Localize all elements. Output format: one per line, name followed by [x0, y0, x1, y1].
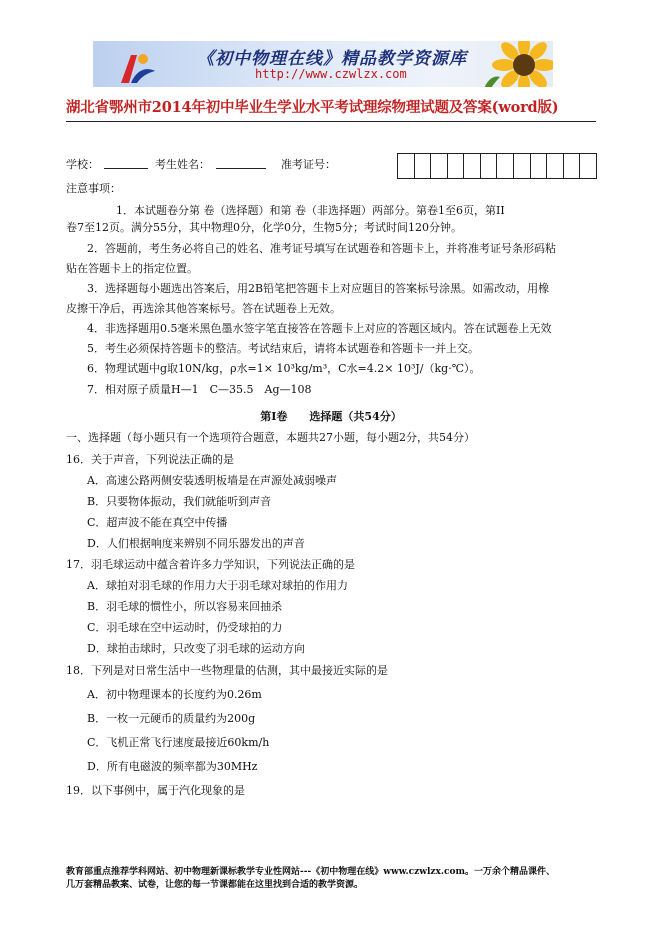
- notice-item: 5．考生必须保持答题卡的整洁。考试结束后，请将本试题卷和答题卡一并上交。: [87, 342, 479, 355]
- question-option: A．高速公路两侧安装透明板墙是在声源处减弱噪声: [87, 474, 337, 487]
- question-stem: 17．羽毛球运动中蕴含着许多力学知识，下列说法正确的是: [66, 558, 355, 571]
- question-stem: 16．关于声音，下列说法正确的是: [66, 453, 234, 466]
- notice-item: 2．答题前，考生务必将自己的姓名、准考证号填写在试题卷和答题卡上，并将准考证号条形码粘: [87, 242, 556, 255]
- notice-item: 1．本试题卷分第 卷（选择题）和第 卷（非选择题）两部分。第卷1至6页，第II: [116, 204, 505, 217]
- question-option: A．球拍对羽毛球的作用力大于羽毛球对球拍的作用力: [87, 579, 348, 592]
- name-blank: [216, 168, 266, 169]
- question-option: C．飞机正常飞行速度最接近60km/h: [87, 736, 270, 749]
- title-divider: [66, 121, 596, 122]
- notice-item: 卷7至12页。满分55分，其中物理0分，化学0分，生物5分；考试时间120分钟。: [66, 221, 462, 234]
- footer-line: 几万套精品教案、试卷，让您的每一节课都能在这里找到合适的教学资源。: [66, 880, 364, 890]
- footer-line: 教育部重点推荐学科网站、初中物理新课标教学专业性网站---《初中物理在线》www.czwlzx.com。一万余个精品课件、: [66, 867, 556, 877]
- question-option: B．只要物体振动，我们就能听到声音: [87, 495, 272, 508]
- section-intro: 一、选择题（每小题只有一个选项符合题意，本题共27小题，每小题2分，共54分）: [66, 431, 475, 444]
- question-stem: 19．以下事例中，属于汽化现象的是: [66, 784, 245, 797]
- question-option: D．人们根据响度来辨别不同乐器发出的声音: [87, 537, 305, 550]
- question-option: D．球拍击球时，只改变了羽毛球的运动方向: [87, 642, 305, 655]
- question-stem: 18．下列是对日常生活中一些物理量的估测，其中最接近实际的是: [66, 664, 388, 677]
- notice-item: 3．选择题每小题选出答案后，用2B铅笔把答题卡上对应题目的答案标号涂黑。如需改动，用橡: [87, 282, 550, 295]
- section-title: 第Ⅰ卷 选择题（共54分）: [260, 410, 402, 423]
- page-title: 湖北省鄂州市2014年初中毕业生学业水平考试理综物理试题及答案(word版): [66, 99, 559, 116]
- header-banner: [93, 41, 553, 87]
- banner-url: http://www.czwlzx.com: [255, 67, 407, 81]
- question-option: B．一枚一元硬币的质量约为200g: [87, 712, 256, 725]
- notice-heading: 注意事项：: [66, 182, 121, 195]
- notice-item: 4．非选择题用0.5毫米黑色墨水签字笔直接答在答题卡上对应的答题区域内。答在试题卷上无效: [87, 322, 552, 335]
- banner-title: 《初中物理在线》精品教学资源库: [197, 49, 467, 69]
- notice-item: 贴在答题卡上的指定位置。: [66, 262, 198, 275]
- question-option: A．初中物理课本的长度约为0.26m: [87, 688, 262, 701]
- sunflower-icon: [476, 41, 553, 87]
- school-blank: [104, 168, 148, 169]
- question-option: C．羽毛球在空中运动时，仍受球拍的力: [87, 621, 283, 634]
- exam-number-label: 准考证号：: [281, 158, 336, 171]
- school-label: 学校：: [66, 158, 99, 171]
- question-option: D．所有电磁波的频率都为30MHz: [87, 760, 258, 773]
- exam-number-grid: [397, 153, 597, 179]
- notice-item: 6．物理试题中g取10N/kg，ρ水=1× 10³kg/m³，C水=4.2× 10³J/（kg·℃）。: [87, 362, 481, 375]
- notice-item: 7．相对原子质量H—1 C—35.5 Ag—108: [87, 383, 312, 396]
- notice-item: 皮擦干净后，再选涂其他答案标号。答在试题卷上无效。: [66, 302, 341, 315]
- page-footer: [66, 866, 606, 892]
- question-option: B．羽毛球的惯性小，所以容易来回抽杀: [87, 600, 283, 613]
- question-option: C．超声波不能在真空中传播: [87, 516, 228, 529]
- site-logo-icon: [117, 49, 157, 85]
- name-label: 考生姓名：: [155, 158, 210, 171]
